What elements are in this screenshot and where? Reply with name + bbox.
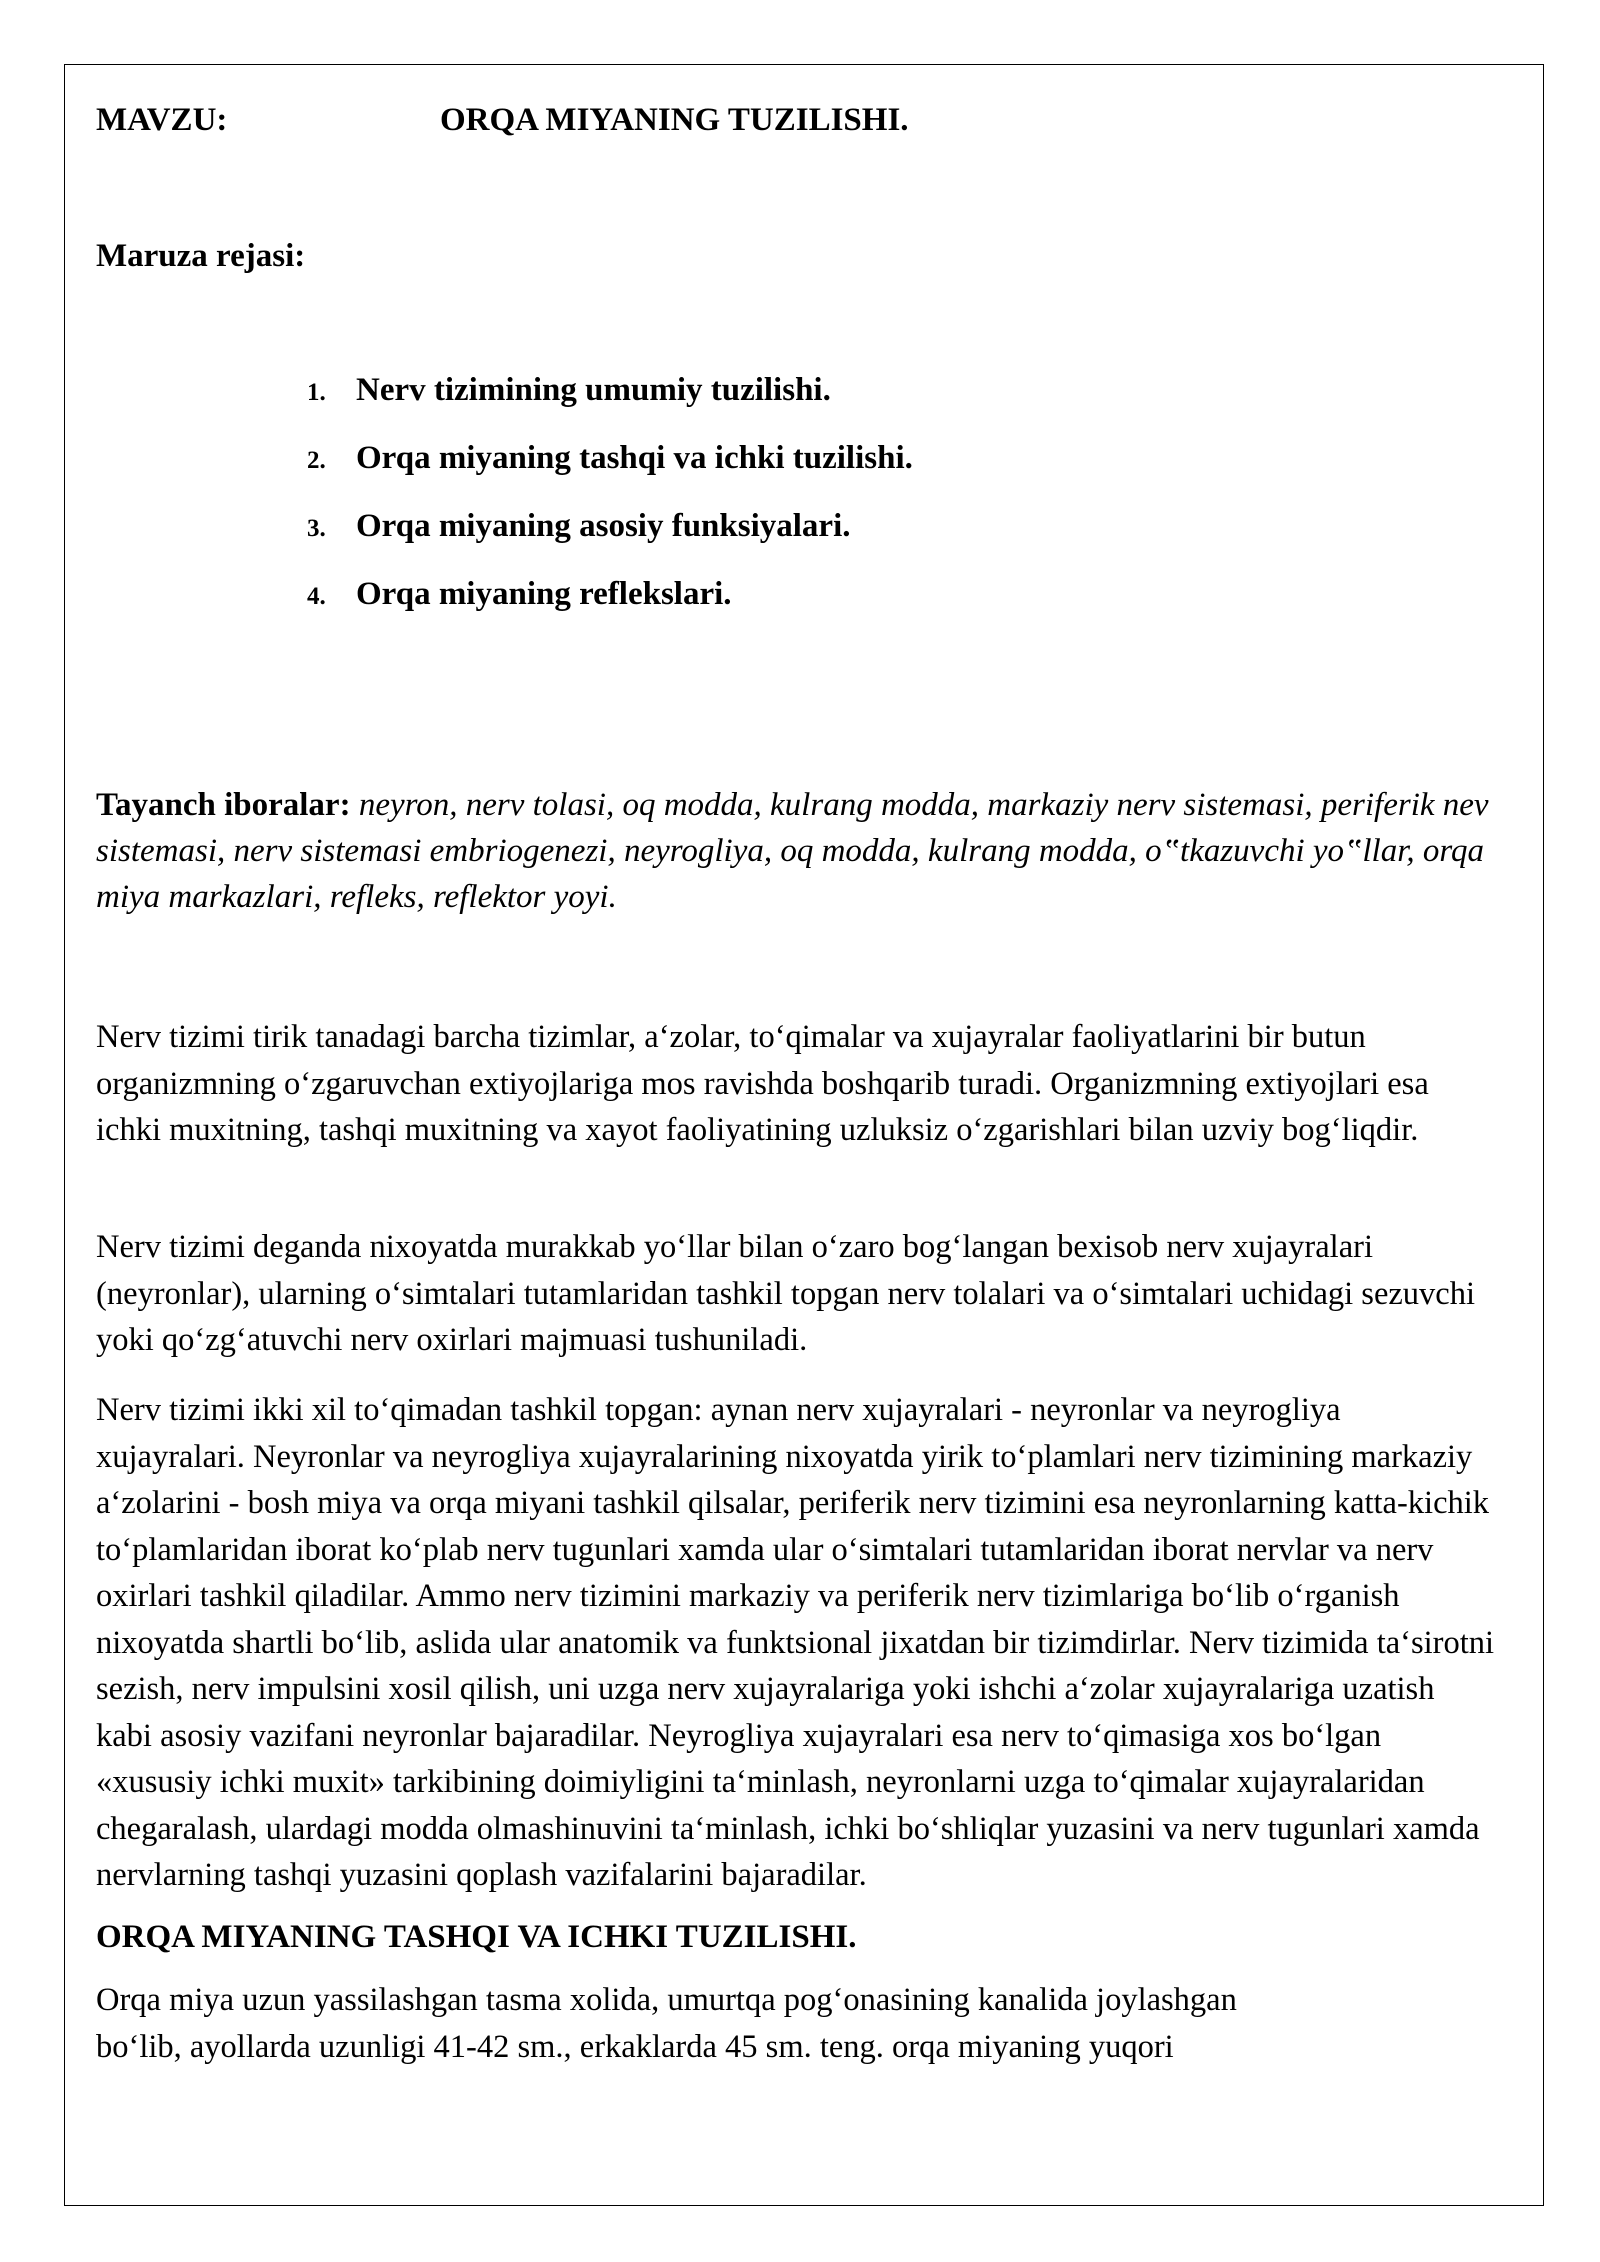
- plan-item-text: Orqa miyaning reflekslari.: [356, 576, 732, 612]
- section-paragraph: [96, 1977, 1496, 2070]
- plan-item-text: Orqa miyaning asosiy funksiyalari.: [356, 508, 851, 544]
- section-paragraph-line: Orqa miya uzun yassilashgan tasma xolida, umurtqa pog‘onasining kanalida joylashgan: [96, 1982, 1237, 2018]
- plan-item-number: 3.: [307, 515, 326, 542]
- plan-item-text: Nerv tizimining umumiy tuzilishi.: [356, 372, 831, 408]
- body-paragraph: Nerv tizimi ikki xil to‘qimadan tashkil topgan: aynan nerv xujayralari - neyronlar va neyrogliya xujayralari. Neyronlar va neyrogliya xujayralarining nixoyatda yirik to‘plamlari nerv tizimining markaziy a‘zolarini - bosh miya va orqa miyani tashkil qilsalar, periferik nerv tizimini esa neyronlarning katta-kichik to‘plamlaridan iborat ko‘plab nerv tugunlari xamda ular o‘simtalari tutamlaridan iborat nervlar va nerv oxirlari tashkil qiladilar. Ammo nerv tizimini markaziy va periferik nerv tizimlariga bo‘lib o‘rganish nixoyatda shartli bo‘lib, aslida ular anatomik va funktsional jixatdan bir tizimdirlar. Nerv tizimida ta‘sirotni sezish, nerv impulsini xosil qilish, uni uzga nerv xujayralariga yoki ishchi a‘zolar xujayralariga uzatish kabi asosiy vazifani neyronlar bajaradilar. Neyrogliya xujayralari esa nerv to‘qimasiga xos bo‘lgan «xususiy ichki muxit» tarkibining doimiyligini ta‘minlash, neyronlarni uzga to‘qimalar xujayralaridan chegaralash, ulardagi modda olmashinuvini ta‘minlash, ichki bo‘shliqlar yuzasini va nerv tugunlari xamda nervlarning tashqi yuzasini qoplash vazifalarini bajaradilar.: [96, 1392, 1495, 1893]
- section-paragraph-line: bo‘lib, ayollarda uzunligi 41-42 sm., erkaklarda 45 sm. teng. orqa miyaning yuqori: [96, 2028, 1174, 2065]
- topic-line: [96, 100, 1496, 140]
- topic-label: MAVZU:: [96, 102, 228, 138]
- plan-item-number: 4.: [307, 583, 326, 610]
- keywords-text: neyron, nerv tolasi, oq modda, kulrang modda, markaziy nerv sistemasi, periferik nev sistemasi, nerv sistemasi embriogenezi, neyrogliya, oq modda, kulrang modda, o‟tkazuvchi yo‟llar, orqa miya markazlari, refleks, reflektor yoyi.: [96, 787, 1489, 915]
- keywords-block: [96, 782, 1496, 920]
- section-heading: ORQA MIYANING TASHQI VA ICHKI TUZILISHI.: [96, 1919, 857, 1955]
- plan-title: Maruza rejasi:: [96, 238, 306, 274]
- plan-item-text: Orqa miyaning tashqi va ichki tuzilishi.: [356, 440, 913, 476]
- body-paragraph: Nerv tizimi deganda nixoyatda murakkab yo‘llar bilan o‘zaro bog‘langan bexisob nerv xujayralari (neyronlar), ularning o‘simtalari tutamlaridan tashkil topgan nerv tolalari va o‘simtalari uchidagi sezuvchi yoki qo‘zg‘atuvchi nerv oxirlari majmuasi tushuniladi.: [96, 1229, 1475, 1358]
- plan-item-number: 1.: [307, 379, 326, 406]
- page-title: ORQA MIYANING TUZILISHI.: [440, 102, 909, 138]
- keywords-label: Tayanch iboralar:: [96, 787, 351, 823]
- plan-item-number: 2.: [307, 447, 326, 474]
- body-paragraph: Nerv tizimi tirik tanadagi barcha tizimlar, a‘zolar, to‘qimalar va xujayralar faoliyatlarini bir butun organizmning o‘zgaruvchan extiyojlariga mos ravishda boshqarib turadi. Organizmning extiyojlari esa ichki muxitning, tashqi muxitning va xayot faoliyatining uzluksiz o‘zgarishlari bilan uzviy bog‘liqdir.: [96, 1019, 1429, 1148]
